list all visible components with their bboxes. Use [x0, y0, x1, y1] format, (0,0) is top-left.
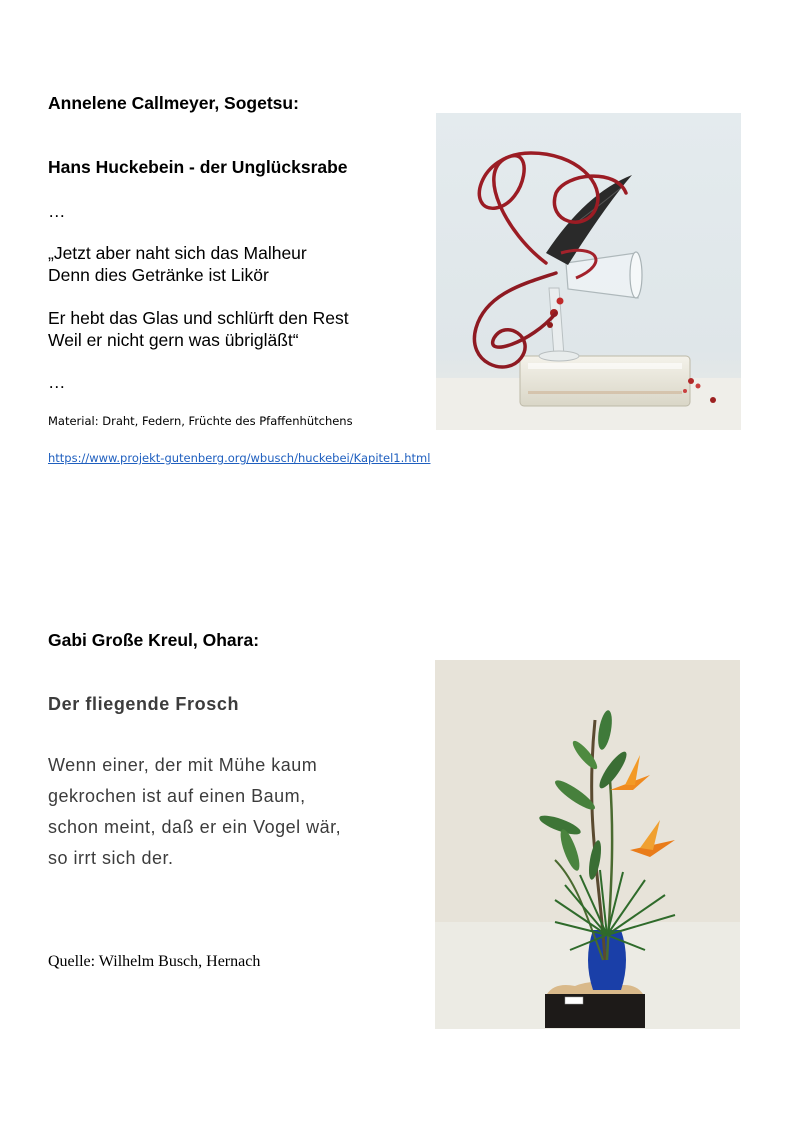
artist-heading-1: Annelene Callmeyer, Sogetsu:	[48, 93, 299, 113]
ellipsis-bottom: …	[48, 372, 66, 392]
poem-title-2: Der fliegende Frosch	[48, 694, 240, 714]
poem-line: Denn dies Getränke ist Likör	[48, 265, 269, 285]
material-note: Material: Draht, Federn, Früchte des Pfaffenhütchens	[48, 414, 353, 428]
source-note: Quelle: Wilhelm Busch, Hernach	[48, 953, 261, 970]
poem-line: gekrochen ist auf einen Baum,	[48, 786, 306, 806]
poem-line: so irrt sich der.	[48, 848, 174, 868]
ikebana-photo-2	[435, 660, 740, 1029]
artist-heading-2: Gabi Große Kreul, Ohara:	[48, 630, 260, 650]
poem-2	[48, 750, 341, 874]
gutenberg-link[interactable]: https://www.projekt-gutenberg.org/wbusch/huckebei/Kapitel1.html	[48, 451, 431, 465]
poem-line: Er hebt das Glas und schlürft den Rest	[48, 308, 349, 328]
poem-line: Weil er nicht gern was übrigläßt“	[48, 330, 299, 350]
ikebana-illustration	[435, 660, 740, 1029]
ellipsis-top: …	[48, 201, 66, 221]
sculpture-illustration	[436, 113, 741, 430]
poem-line: Wenn einer, der mit Mühe kaum	[48, 755, 318, 775]
poem-1	[48, 242, 349, 351]
poem-line: „Jetzt aber naht sich das Malheur	[48, 243, 307, 263]
poem-title-1: Hans Huckebein - der Unglücksrabe	[48, 157, 348, 177]
sculpture-photo-1	[436, 113, 741, 430]
poem-line: schon meint, daß er ein Vogel wär,	[48, 817, 342, 837]
